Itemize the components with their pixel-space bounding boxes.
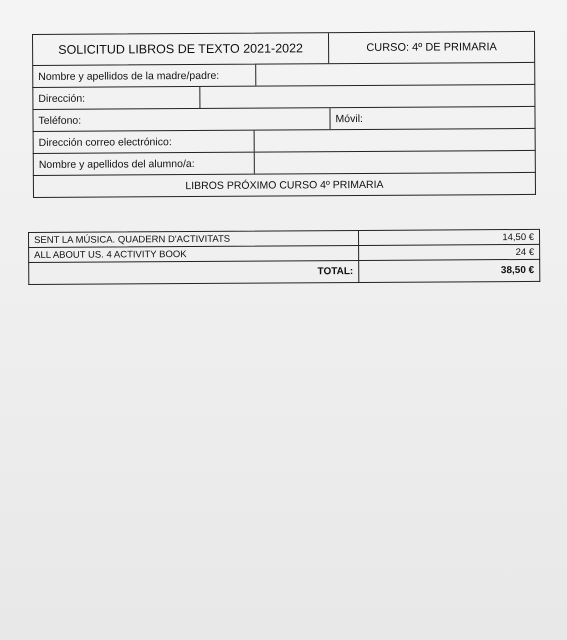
book-request-form [32,31,536,198]
form-header-row [32,31,535,66]
book-price: 14,50 € [358,230,539,245]
email-field[interactable] [254,129,535,152]
student-name-row [33,151,536,176]
student-name-label: Nombre y apellidos del alumno/a: [38,157,195,171]
book-title: SENT LA MÚSICA. QUADERN D'ACTIVITATS [34,233,231,246]
address-field[interactable] [199,85,534,108]
email-row [33,129,536,154]
book-price: 24 € [358,245,539,260]
total-row [28,260,540,285]
phone-row [32,107,535,132]
books-table [28,229,540,285]
section-title: LIBROS PRÓXIMO CURSO 4º PRIMARIA [185,178,384,192]
course-label: CURSO: 4º DE PRIMARIA [328,32,534,63]
parent-name-label: Nombre y apellidos de la madre/padre: [38,69,220,83]
section-header-row [33,173,536,198]
book-title: ALL ABOUT US. 4 ACTIVITY BOOK [34,248,187,261]
address-row [32,85,535,110]
form-title: SOLICITUD LIBROS DE TEXTO 2021-2022 [58,41,304,57]
mobile-label: Móvil: [329,107,534,129]
parent-name-row [32,63,535,88]
phone-label: Teléfono: [38,114,82,127]
student-name-field[interactable] [254,151,535,174]
address-label: Dirección: [38,92,86,105]
email-label: Dirección correo electrónico: [38,135,172,149]
total-label: TOTAL: [317,266,354,278]
total-value: 38,50 € [358,260,539,282]
parent-name-field[interactable] [255,63,534,86]
